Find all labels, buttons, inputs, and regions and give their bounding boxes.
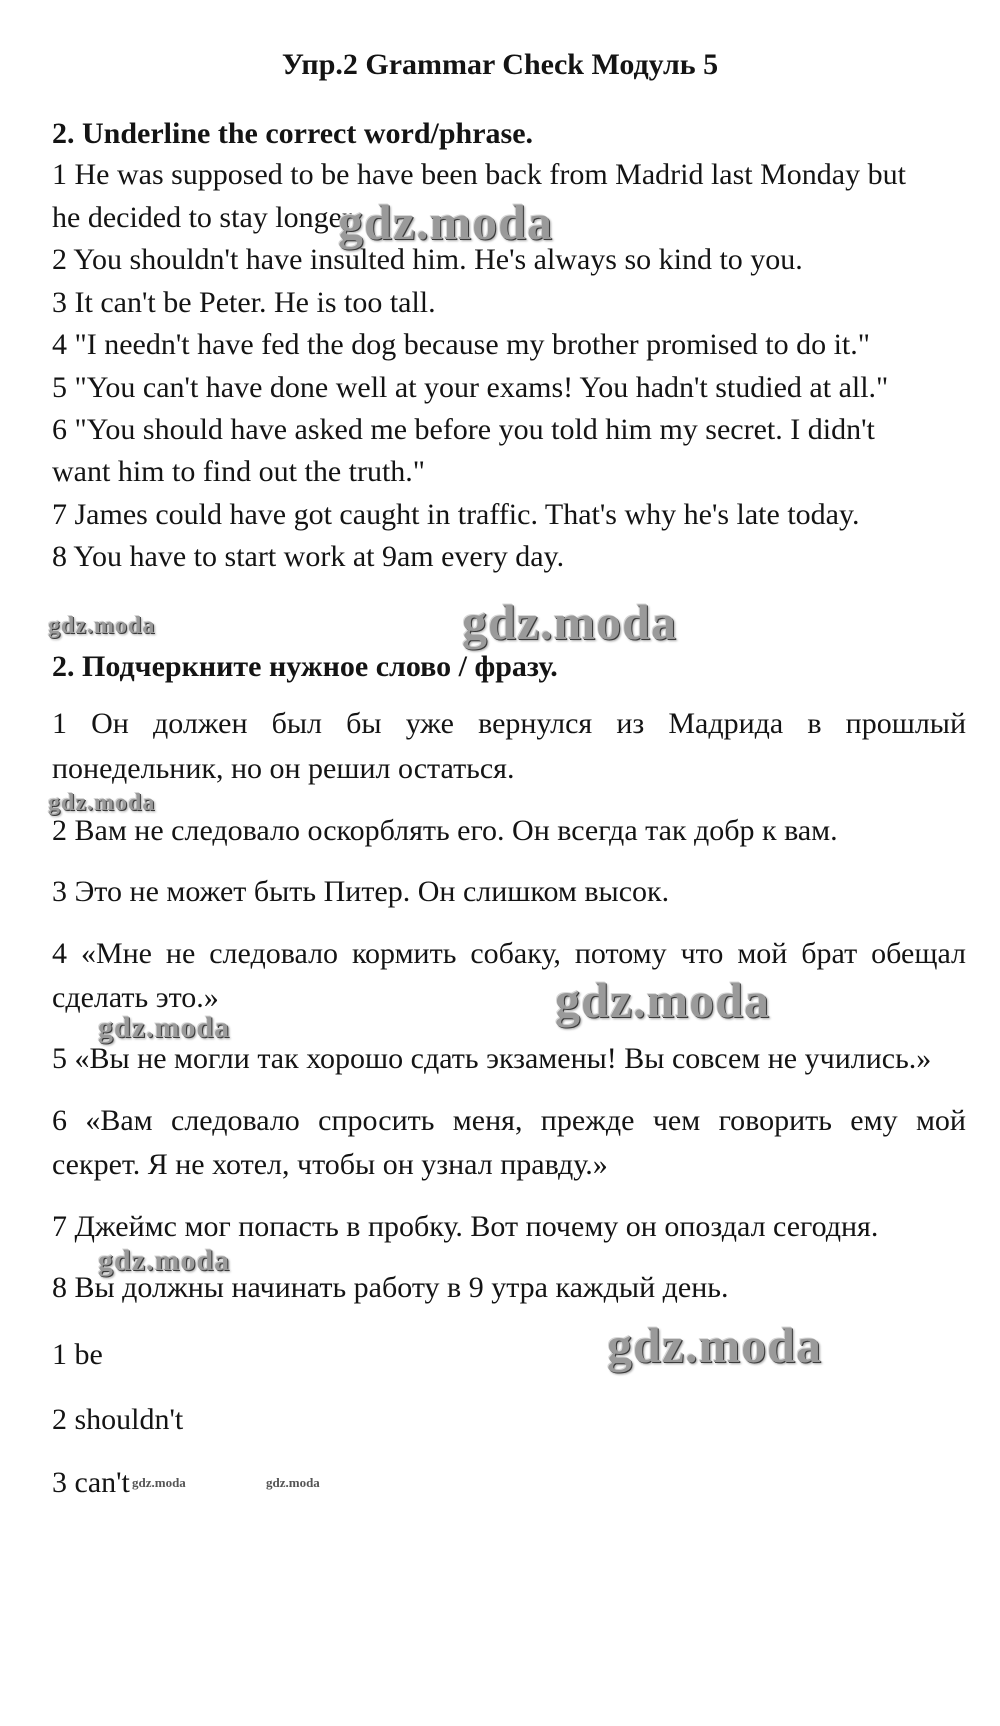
russian-heading: 2. Подчеркните нужное слово / фразу. [52,650,558,683]
page-title: Упр.2 Grammar Check Модуль 5 [281,48,719,81]
english-line: 3 It can't be Peter. He is too tall. [52,286,436,319]
watermark-logo: gdz.moda [98,1011,231,1044]
russian-line: 3 Это не может быть Питер. Он слишком высок. [52,875,670,908]
russian-line: секрет. Я не хотел, чтобы он узнал правду.» [52,1148,608,1181]
english-heading: 2. Underline the correct word/phrase. [52,117,534,150]
answer-line: 3 can't [52,1466,130,1499]
watermark-logo: gdz.moda [266,1475,320,1490]
english-line: 6 "You should have asked me before you told him my secret. I didn't [52,413,875,446]
english-line: he decided to stay longer. [52,201,358,234]
english-line: 4 "I needn't have fed the dog because my brother promised to do it." [52,328,870,361]
watermark-logo: gdz.moda [98,1244,231,1277]
watermark-logo: gdz.moda [555,972,770,1028]
answer-line: 2 shouldn't [52,1403,184,1436]
english-line: 1 He was supposed to be have been back from Madrid last Monday but [52,158,906,191]
russian-line: 8 Вы должны начинать работу в 9 утра каждый день. [52,1271,729,1304]
russian-line: 1 Он должен был бы уже вернулся из Мадрида в прошлый [52,707,966,740]
watermark-logo: gdz.moda [462,594,677,650]
answer-line: 1 be [52,1338,103,1371]
russian-line: 4 «Мне не следовало кормить собаку, потому что мой брат обещал [52,937,966,970]
watermark-logo: gdz.moda [48,613,156,639]
russian-line: понедельник, но он решил остаться. [52,752,515,785]
english-line: want him to find out the truth." [52,455,426,488]
english-line: 5 "You can't have done well at your exams! You hadn't studied at all." [52,371,889,404]
watermark-logo: gdz.moda [48,790,156,816]
watermark-logo: gdz.moda [338,194,553,250]
watermark-logo: gdz.moda [607,1317,822,1373]
english-line: 8 You have to start work at 9am every day. [52,540,565,573]
russian-line: 2 Вам не следовало оскорблять его. Он всегда так добр к вам. [52,814,838,847]
russian-line: 7 Джеймс мог попасть в пробку. Вот почему он опоздал сегодня. [52,1210,879,1243]
english-line: 2 You shouldn't have insulted him. He's always so kind to you. [52,243,803,276]
watermark-logo: gdz.moda [132,1475,186,1490]
english-line: 7 James could have got caught in traffic. That's why he's late today. [52,498,860,531]
russian-line: сделать это.» [52,981,219,1014]
russian-line: 6 «Вам следовало спросить меня, прежде чем говорить ему мой [52,1104,966,1137]
russian-line: 5 «Вы не могли так хорошо сдать экзамены! Вы совсем не учились.» [52,1042,932,1075]
